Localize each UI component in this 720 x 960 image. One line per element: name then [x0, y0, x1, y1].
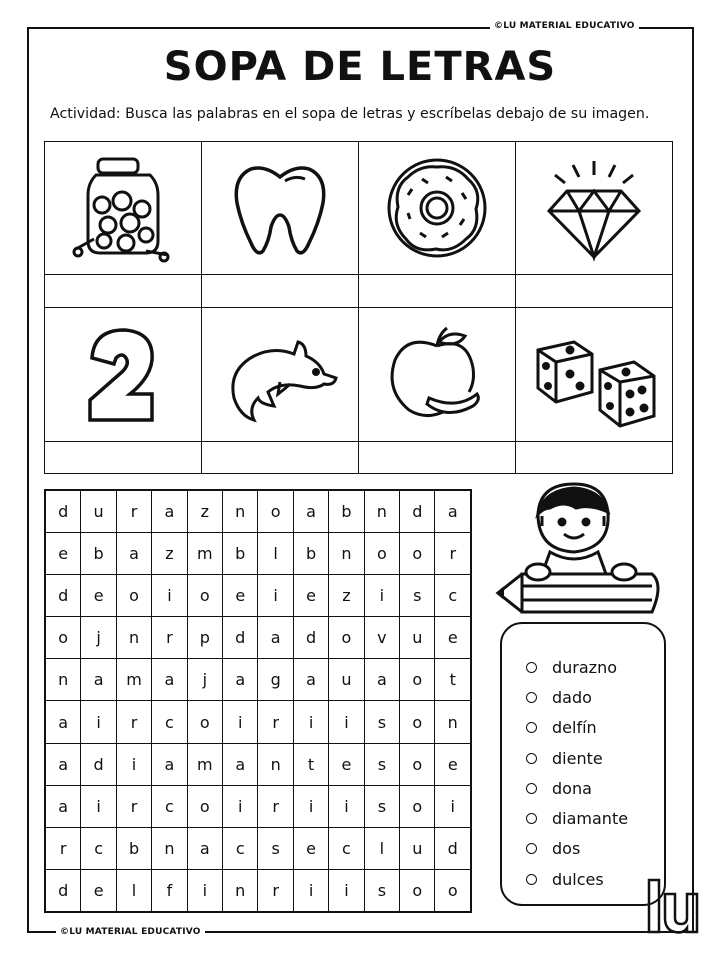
picture-cell-dice	[516, 308, 673, 442]
soup-row	[46, 869, 471, 911]
soup-cell[interactable]: d	[81, 743, 116, 785]
word-label: diente	[552, 748, 603, 768]
soup-cell[interactable]: a	[152, 491, 187, 533]
soup-cell[interactable]: i	[187, 869, 222, 911]
soup-cell[interactable]: d	[400, 491, 435, 533]
soup-cell[interactable]: u	[329, 659, 364, 701]
soup-cell[interactable]: r	[258, 785, 293, 827]
soup-row	[46, 491, 471, 533]
soup-cell[interactable]: m	[187, 743, 222, 785]
checkbox-circle-icon[interactable]	[526, 813, 537, 824]
soup-cell[interactable]: l	[364, 827, 399, 869]
soup-cell[interactable]: d	[223, 617, 258, 659]
word-list-item	[526, 743, 628, 773]
soup-cell[interactable]: i	[223, 701, 258, 743]
soup-cell[interactable]: d	[435, 827, 471, 869]
soup-cell[interactable]: a	[81, 659, 116, 701]
soup-cell[interactable]: o	[187, 575, 222, 617]
soup-cell[interactable]: r	[258, 701, 293, 743]
soup-cell[interactable]: a	[364, 659, 399, 701]
soup-cell[interactable]: i	[435, 785, 471, 827]
answer-line-3[interactable]	[359, 275, 516, 308]
soup-cell[interactable]: o	[187, 701, 222, 743]
credit-top: ©LU MATERIAL EDUCATIVO	[490, 21, 639, 31]
soup-cell[interactable]: c	[435, 575, 471, 617]
tooth-icon	[225, 153, 335, 263]
lu-logo-icon	[645, 878, 701, 936]
soup-cell[interactable]: b	[116, 827, 151, 869]
soup-cell[interactable]: o	[258, 491, 293, 533]
checkbox-circle-icon[interactable]	[526, 662, 537, 673]
soup-cell[interactable]: s	[364, 785, 399, 827]
soup-cell[interactable]: i	[329, 701, 364, 743]
number-two-icon	[68, 320, 178, 430]
word-label: durazno	[552, 657, 618, 677]
soup-cell[interactable]: j	[81, 617, 116, 659]
soup-cell[interactable]: l	[258, 533, 293, 575]
soup-cell[interactable]: c	[152, 785, 187, 827]
soup-cell[interactable]: i	[258, 575, 293, 617]
kid-with-pencil-icon	[494, 478, 670, 618]
soup-cell[interactable]: a	[46, 743, 81, 785]
word-list-item	[526, 864, 628, 894]
soup-cell[interactable]: i	[293, 869, 328, 911]
soup-cell[interactable]: r	[116, 701, 151, 743]
dolphin-icon	[220, 320, 340, 430]
soup-cell[interactable]: s	[364, 743, 399, 785]
credit-bottom: ©LU MATERIAL EDUCATIVO	[56, 927, 205, 937]
soup-cell[interactable]: m	[187, 533, 222, 575]
soup-cell[interactable]: i	[81, 785, 116, 827]
soup-cell[interactable]: i	[116, 743, 151, 785]
soup-cell[interactable]: n	[223, 491, 258, 533]
soup-cell[interactable]: r	[46, 827, 81, 869]
soup-cell[interactable]: i	[329, 785, 364, 827]
dice-icon	[530, 320, 660, 430]
word-search-grid	[44, 489, 472, 913]
soup-cell[interactable]: o	[116, 575, 151, 617]
checkbox-circle-icon[interactable]	[526, 753, 537, 764]
answer-line-8[interactable]	[516, 442, 673, 473]
soup-cell[interactable]: t	[293, 743, 328, 785]
soup-cell[interactable]: e	[293, 827, 328, 869]
soup-cell[interactable]: n	[329, 533, 364, 575]
peach-icon	[377, 320, 497, 430]
soup-cell[interactable]: r	[435, 533, 471, 575]
soup-cell[interactable]: c	[81, 827, 116, 869]
picture-cell-peach	[359, 308, 516, 442]
word-list-item	[526, 682, 628, 712]
candy-jar-icon	[68, 153, 178, 263]
word-list-item	[526, 773, 628, 803]
picture-cell-candy	[45, 142, 202, 275]
soup-cell[interactable]: a	[116, 533, 151, 575]
soup-cell[interactable]: t	[435, 659, 471, 701]
soup-cell[interactable]: b	[329, 491, 364, 533]
word-label: delfín	[552, 718, 597, 738]
soup-cell[interactable]: r	[152, 617, 187, 659]
soup-cell[interactable]: p	[187, 617, 222, 659]
word-list-item	[526, 803, 628, 833]
soup-cell[interactable]: e	[81, 869, 116, 911]
picture-cell-donut	[359, 142, 516, 275]
soup-cell[interactable]: a	[293, 491, 328, 533]
soup-cell[interactable]: f	[152, 869, 187, 911]
soup-cell[interactable]: e	[435, 617, 471, 659]
soup-cell[interactable]: i	[364, 575, 399, 617]
soup-cell[interactable]: i	[81, 701, 116, 743]
soup-cell[interactable]: a	[46, 785, 81, 827]
soup-cell[interactable]: n	[364, 491, 399, 533]
checkbox-circle-icon[interactable]	[526, 722, 537, 733]
answer-line-5[interactable]	[45, 442, 202, 473]
soup-cell[interactable]: s	[258, 827, 293, 869]
word-list-box	[500, 622, 666, 906]
soup-cell[interactable]: d	[46, 575, 81, 617]
soup-cell[interactable]: b	[223, 533, 258, 575]
soup-cell[interactable]: j	[187, 659, 222, 701]
soup-cell[interactable]: v	[364, 617, 399, 659]
diamond-icon	[539, 153, 649, 263]
checkbox-circle-icon[interactable]	[526, 692, 537, 703]
word-label: dado	[552, 687, 592, 707]
soup-cell[interactable]: a	[152, 743, 187, 785]
checkbox-circle-icon[interactable]	[526, 783, 537, 794]
word-list	[526, 652, 628, 894]
soup-cell[interactable]: a	[46, 701, 81, 743]
soup-cell[interactable]: o	[400, 659, 435, 701]
word-search-table	[45, 490, 471, 912]
soup-row	[46, 617, 471, 659]
word-list-item	[526, 713, 628, 743]
soup-cell[interactable]: o	[46, 617, 81, 659]
soup-cell[interactable]: z	[187, 491, 222, 533]
soup-cell[interactable]: o	[400, 743, 435, 785]
soup-cell[interactable]: a	[187, 827, 222, 869]
soup-row	[46, 743, 471, 785]
soup-cell[interactable]: c	[152, 701, 187, 743]
soup-cell[interactable]: a	[293, 659, 328, 701]
soup-cell[interactable]: z	[152, 533, 187, 575]
soup-cell[interactable]: c	[223, 827, 258, 869]
soup-row	[46, 785, 471, 827]
soup-row	[46, 659, 471, 701]
page-title: SOPA DE LETRAS	[163, 44, 557, 90]
soup-cell[interactable]: e	[81, 575, 116, 617]
word-list-item	[526, 834, 628, 864]
soup-cell[interactable]: n	[258, 743, 293, 785]
soup-cell[interactable]: b	[81, 533, 116, 575]
word-label: diamante	[552, 809, 629, 829]
checkbox-circle-icon[interactable]	[526, 874, 537, 885]
picture-grid	[44, 141, 673, 474]
soup-cell[interactable]: i	[293, 701, 328, 743]
answer-line-6[interactable]	[202, 442, 359, 473]
soup-cell[interactable]: a	[152, 659, 187, 701]
soup-cell[interactable]: m	[116, 659, 151, 701]
soup-cell[interactable]: z	[329, 575, 364, 617]
word-list-item	[526, 652, 628, 682]
soup-cell[interactable]: l	[116, 869, 151, 911]
soup-cell[interactable]: a	[258, 617, 293, 659]
soup-cell[interactable]: s	[364, 701, 399, 743]
soup-cell[interactable]: n	[435, 701, 471, 743]
soup-cell[interactable]: d	[46, 869, 81, 911]
soup-cell[interactable]: o	[329, 617, 364, 659]
answer-line-2[interactable]	[202, 275, 359, 308]
soup-cell[interactable]: e	[329, 743, 364, 785]
soup-cell[interactable]: n	[46, 659, 81, 701]
soup-cell[interactable]: a	[435, 491, 471, 533]
soup-cell[interactable]: i	[329, 869, 364, 911]
word-label: dos	[552, 839, 581, 859]
soup-cell[interactable]: s	[364, 869, 399, 911]
soup-cell[interactable]: i	[223, 785, 258, 827]
soup-cell[interactable]: s	[400, 575, 435, 617]
soup-cell[interactable]: g	[258, 659, 293, 701]
soup-cell[interactable]: d	[46, 491, 81, 533]
soup-cell[interactable]: u	[81, 491, 116, 533]
instructions: Actividad: Busca las palabras en el sopa de letras y escríbelas debajo de su imagen.	[50, 106, 650, 122]
soup-cell[interactable]: o	[400, 701, 435, 743]
soup-cell[interactable]: o	[187, 785, 222, 827]
soup-cell[interactable]: e	[435, 743, 471, 785]
soup-cell[interactable]: b	[293, 533, 328, 575]
soup-cell[interactable]: e	[293, 575, 328, 617]
answer-line-1[interactable]	[45, 275, 202, 308]
soup-row	[46, 575, 471, 617]
soup-cell[interactable]: i	[152, 575, 187, 617]
picture-cell-tooth	[202, 142, 359, 275]
soup-cell[interactable]: o	[400, 869, 435, 911]
soup-cell[interactable]: n	[223, 869, 258, 911]
picture-cell-dolphin	[202, 308, 359, 442]
soup-cell[interactable]: o	[400, 785, 435, 827]
picture-cell-two	[45, 308, 202, 442]
soup-cell[interactable]: a	[223, 743, 258, 785]
soup-cell[interactable]: e	[223, 575, 258, 617]
soup-row	[46, 533, 471, 575]
soup-cell[interactable]: o	[435, 869, 471, 911]
soup-cell[interactable]: r	[116, 491, 151, 533]
donut-icon	[382, 153, 492, 263]
soup-cell[interactable]: n	[116, 617, 151, 659]
answer-line-7[interactable]	[359, 442, 516, 473]
soup-cell[interactable]: n	[152, 827, 187, 869]
soup-cell[interactable]: o	[400, 533, 435, 575]
soup-cell[interactable]: a	[223, 659, 258, 701]
soup-cell[interactable]: u	[400, 617, 435, 659]
soup-cell[interactable]: i	[293, 785, 328, 827]
soup-cell[interactable]: d	[293, 617, 328, 659]
checkbox-circle-icon[interactable]	[526, 843, 537, 854]
soup-cell[interactable]: o	[364, 533, 399, 575]
soup-cell[interactable]: e	[46, 533, 81, 575]
picture-cell-diamond	[516, 142, 673, 275]
soup-cell[interactable]: r	[258, 869, 293, 911]
soup-cell[interactable]: c	[329, 827, 364, 869]
soup-row	[46, 701, 471, 743]
soup-cell[interactable]: r	[116, 785, 151, 827]
word-label: dulces	[552, 869, 604, 889]
soup-cell[interactable]: u	[400, 827, 435, 869]
answer-line-4[interactable]	[516, 275, 673, 308]
word-label: dona	[552, 778, 592, 798]
soup-row	[46, 827, 471, 869]
